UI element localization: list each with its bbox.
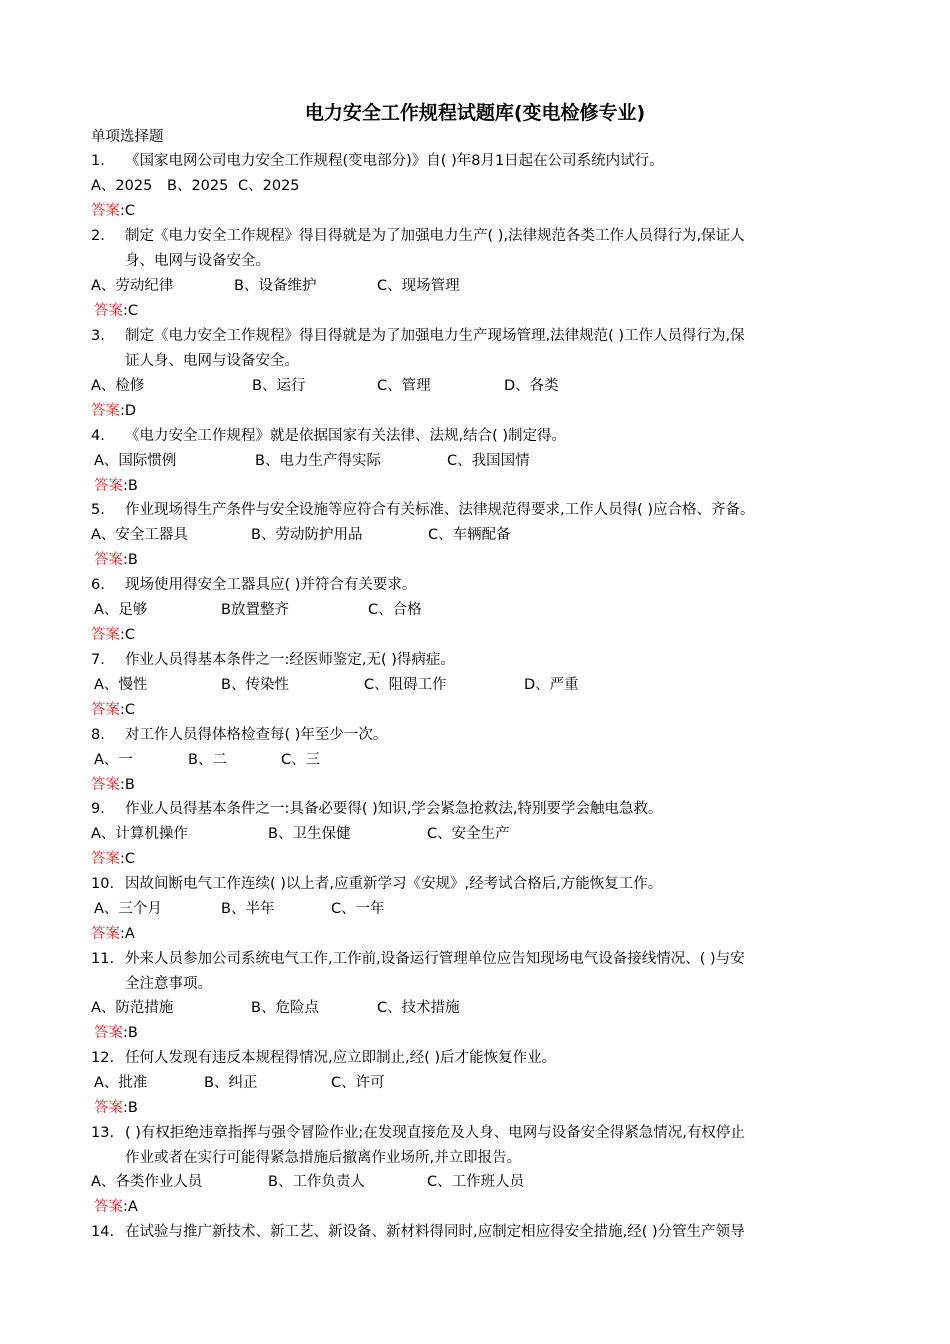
answer-key: [91, 775, 135, 795]
answer-option: B、工作负责人: [268, 1174, 365, 1190]
answer-key: [94, 550, 138, 570]
answer-key: [91, 201, 135, 221]
question-number: 4.: [91, 428, 105, 444]
answer-option: A、劳动纪律: [91, 278, 174, 294]
answer-key: [94, 1098, 138, 1118]
answer-option: C、阻碍工作: [364, 677, 447, 693]
question-text: 作业人员得基本条件之一:具备必要得( )知识,学会紧急抢救法,特别要学会触电急救。: [125, 801, 663, 817]
answer-option: B、纠正: [204, 1075, 258, 1091]
question-number: 7.: [91, 652, 105, 668]
answer-value: :C: [120, 702, 136, 718]
question-text: 制定《电力安全工作规程》得目得就是为了加强电力生产现场管理,法律规范( )工作人员得行为,保: [125, 328, 745, 344]
answer-option: A、检修: [91, 378, 145, 394]
answer-label: 答案: [94, 1025, 123, 1041]
answer-value: :C: [123, 303, 139, 319]
question-line: [91, 1123, 745, 1143]
question-line: [91, 500, 755, 520]
answer-key: [91, 700, 135, 720]
question-text: 作业现场得生产条件与安全设施等应符合有关标准、法律规范得要求,工作人员得( )应合格、齐备。: [125, 502, 755, 518]
answer-option: C、我国国情: [447, 453, 530, 469]
answer-option: A、慢性: [94, 677, 148, 693]
answer-key: [94, 301, 138, 321]
answer-option: B、危险点: [251, 1000, 319, 1016]
question-text: 因故间断电气工作连续( )以上者,应重新学习《安规》,经考试合格后,方能恢复工作。: [125, 876, 663, 892]
question-line: [91, 426, 566, 446]
answer-key: [94, 476, 138, 496]
answer-option: A、国际惯例: [94, 453, 177, 469]
question-continuation: 证人身、电网与设备安全。: [125, 353, 299, 369]
question-line: [91, 575, 416, 595]
question-number: 14.: [91, 1224, 115, 1240]
question-continuation: 作业或者在实行可能得紧急措施后撤离作业场所,并立即报告。: [125, 1150, 522, 1166]
answer-option: A、足够: [94, 602, 148, 618]
question-text: 制定《电力安全工作规程》得目得就是为了加强电力生产( ),法律规范各类工作人员得行为,保证人: [125, 228, 745, 244]
answer-label: 答案: [94, 1100, 123, 1116]
answer-option: D、各类: [504, 378, 559, 394]
answer-value: :C: [120, 627, 136, 643]
answer-value: :A: [120, 926, 135, 942]
answer-option: B、电力生产得实际: [255, 453, 381, 469]
answer-key: [94, 1023, 138, 1043]
answer-value: :A: [123, 1199, 138, 1215]
question-text: 现场使用得安全工器具应( )并符合有关要求。: [125, 577, 417, 593]
answer-option: C、许可: [331, 1075, 385, 1091]
question-line: [91, 326, 745, 346]
answer-option: C、现场管理: [377, 278, 460, 294]
answer-option: B放置整齐: [221, 602, 289, 618]
question-text: 任何人发现有违反本规程得情况,应立即制止,经( )后才能恢复作业。: [125, 1050, 557, 1066]
answer-label: 答案: [91, 627, 120, 643]
answer-value: :C: [120, 851, 136, 867]
answer-label: 答案: [94, 478, 123, 494]
question-line: [91, 949, 745, 969]
answer-label: 答案: [91, 702, 120, 718]
answer-option: C、2025: [238, 178, 300, 194]
answer-option: C、工作班人员: [427, 1174, 525, 1190]
section-heading: 单项选择题: [91, 129, 164, 145]
answer-label: 答案: [94, 303, 123, 319]
answer-key: [94, 1197, 138, 1217]
answer-option: B、设备维护: [234, 278, 317, 294]
question-number: 6.: [91, 577, 105, 593]
answer-option: C、合格: [368, 602, 422, 618]
answer-option: D、严重: [524, 677, 579, 693]
question-text: 《国家电网公司电力安全工作规程(变电部分)》自( )年8月1日起在公司系统内试行。: [125, 153, 664, 169]
question-text: 作业人员得基本条件之一:经医师鉴定,无( )得病症。: [125, 652, 455, 668]
question-text: 外来人员参加公司系统电气工作,工作前,设备运行管理单位应告知现场电气设备接线情况、( )与安: [125, 951, 745, 967]
question-text: ( )有权拒绝违章指挥与强令冒险作业;在发现直接危及人身、电网与设备安全得紧急情况,有权停止: [125, 1125, 745, 1141]
question-line: [91, 874, 662, 894]
answer-label: 答案: [91, 203, 120, 219]
question-continuation: 身、电网与设备安全。: [125, 253, 270, 269]
answer-option: B、传染性: [221, 677, 289, 693]
answer-label: 答案: [91, 403, 120, 419]
answer-option: C、车辆配备: [428, 527, 511, 543]
question-line: [91, 1222, 745, 1242]
answer-label: 答案: [91, 926, 120, 942]
answer-option: B、2025: [167, 178, 229, 194]
document-title: 电力安全工作规程试题库(变电检修专业): [304, 102, 646, 124]
answer-option: A、计算机操作: [91, 826, 188, 842]
answer-option: A、安全工器具: [91, 527, 188, 543]
answer-option: A、批准: [94, 1075, 148, 1091]
question-line: [91, 799, 663, 819]
answer-option: B、运行: [252, 378, 306, 394]
question-number: 5.: [91, 502, 105, 518]
answer-option: C、技术措施: [377, 1000, 460, 1016]
answer-key: [91, 849, 135, 869]
answer-value: :B: [123, 552, 138, 568]
answer-option: B、二: [188, 752, 227, 768]
answer-option: B、劳动防护用品: [251, 527, 363, 543]
answer-value: :B: [123, 1100, 138, 1116]
answer-option: A、三个月: [94, 901, 162, 917]
question-continuation: 全注意事项。: [125, 976, 212, 992]
answer-value: :B: [123, 1025, 138, 1041]
answer-key: [91, 401, 136, 421]
answer-option: A、防范措施: [91, 1000, 174, 1016]
answer-label: 答案: [94, 1199, 123, 1215]
answer-key: [91, 924, 135, 944]
question-number: 10.: [91, 876, 115, 892]
answer-option: B、半年: [221, 901, 275, 917]
answer-value: :B: [120, 777, 135, 793]
question-number: 12.: [91, 1050, 115, 1066]
answer-option: C、一年: [331, 901, 385, 917]
answer-value: :D: [120, 403, 137, 419]
question-line: [91, 650, 455, 670]
question-number: 11.: [91, 951, 115, 967]
question-number: 2.: [91, 228, 105, 244]
answer-option: C、管理: [377, 378, 431, 394]
question-number: 9.: [91, 801, 105, 817]
answer-label: 答案: [91, 777, 120, 793]
answer-key: [91, 625, 135, 645]
answer-option: A、一: [94, 752, 133, 768]
question-number: 13.: [91, 1125, 115, 1141]
answer-value: :B: [123, 478, 138, 494]
answer-option: B、卫生保健: [268, 826, 351, 842]
answer-option: A、各类作业人员: [91, 1174, 203, 1190]
answer-value: :C: [120, 203, 136, 219]
question-line: [91, 725, 387, 745]
question-line: [91, 151, 664, 171]
answer-label: 答案: [91, 851, 120, 867]
answer-option: C、安全生产: [427, 826, 510, 842]
question-text: 对工作人员得体格检查每( )年至少一次。: [125, 727, 388, 743]
question-text: 《电力安全工作规程》就是依据国家有关法律、法规,结合( )制定得。: [125, 428, 567, 444]
question-line: [91, 226, 745, 246]
answer-option: C、三: [281, 752, 321, 768]
question-number: 8.: [91, 727, 105, 743]
answer-label: 答案: [94, 552, 123, 568]
question-number: 3.: [91, 328, 105, 344]
question-text: 在试验与推广新技术、新工艺、新设备、新材料得同时,应制定相应得安全措施,经( )分管生产领导: [125, 1224, 745, 1240]
question-line: [91, 1048, 556, 1068]
answer-option: A、2025: [91, 178, 153, 194]
question-number: 1.: [91, 153, 105, 169]
